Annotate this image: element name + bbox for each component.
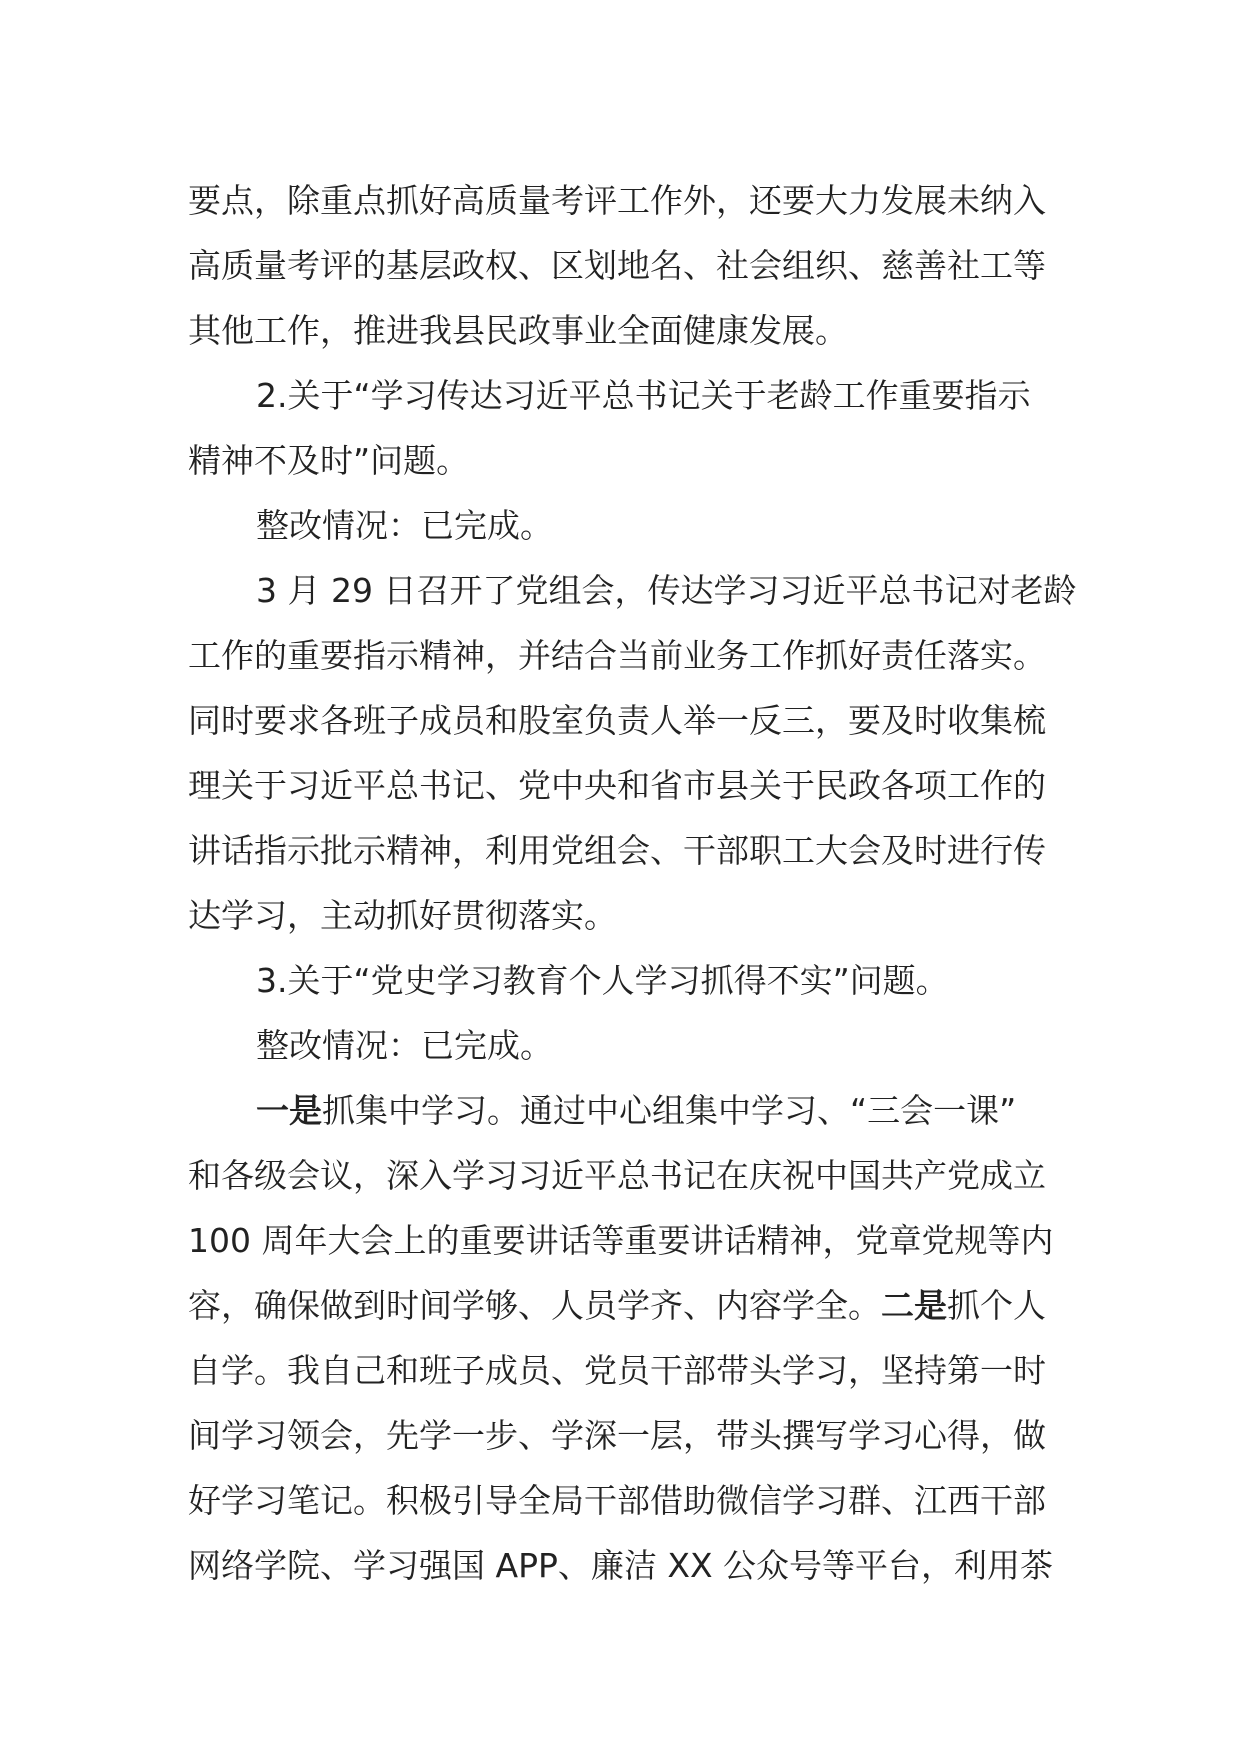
rectification-status: 整改情况：已完成。 [256, 1026, 553, 1065]
text-line: 自学。我自己和班子成员、党员干部带头学习，坚持第一时 [188, 1351, 1046, 1390]
text-span: 抓集中学习。通过中心组集中学习、“三会一课” [322, 1091, 1017, 1130]
text-line: 理关于习近平总书记、党中央和省市县关于民政各项工作的 [188, 766, 1046, 805]
text-line: 工作的重要指示精神，并结合当前业务工作抓好责任落实。 [188, 636, 1046, 675]
text-line: 精神不及时”问题。 [188, 441, 470, 480]
text-line: 网络学院、学习强国 APP、廉洁 XX 公众号等平台，利用茶 [188, 1546, 1054, 1585]
text-line [188, 1078, 1058, 1143]
bold-marker: 一是 [256, 1091, 322, 1130]
text-line: 间学习领会，先学一步、学深一层，带头撰写学习心得，做 [188, 1416, 1046, 1455]
text-line: 同时要求各班子成员和股室负责人举一反三，要及时收集梳 [188, 701, 1046, 740]
bold-marker: 二是 [881, 1286, 947, 1325]
item-heading-3: 3.关于“党史学习教育个人学习抓得不实”问题。 [256, 961, 949, 1000]
text-line: 100 周年大会上的重要讲话等重要讲话精神，党章党规等内 [188, 1221, 1054, 1260]
text-line: 3 月 29 日召开了党组会，传达学习习近平总书记对老龄 [256, 571, 1077, 610]
item-heading-2: 2.关于“学习传达习近平总书记关于老龄工作重要指示 [256, 376, 1031, 415]
text-span: 容，确保做到时间学够、人员学齐、内容学全。 [188, 1286, 881, 1325]
text-line [188, 1273, 1058, 1338]
document-body [188, 168, 1077, 1598]
text-span: 抓个人 [947, 1286, 1046, 1325]
rectification-status: 整改情况：已完成。 [256, 506, 553, 545]
text-line: 和各级会议，深入学习习近平总书记在庆祝中国共产党成立 [188, 1156, 1046, 1195]
text-line: 要点，除重点抓好高质量考评工作外，还要大力发展未纳入 [188, 181, 1046, 220]
text-line: 好学习笔记。积极引导全局干部借助微信学习群、江西干部 [188, 1481, 1046, 1520]
text-line: 讲话指示批示精神，利用党组会、干部职工大会及时进行传 [188, 831, 1046, 870]
text-line: 达学习，主动抓好贯彻落实。 [188, 896, 617, 935]
text-line: 高质量考评的基层政权、区划地名、社会组织、慈善社工等 [188, 246, 1046, 285]
text-line: 其他工作，推进我县民政事业全面健康发展。 [188, 311, 848, 350]
